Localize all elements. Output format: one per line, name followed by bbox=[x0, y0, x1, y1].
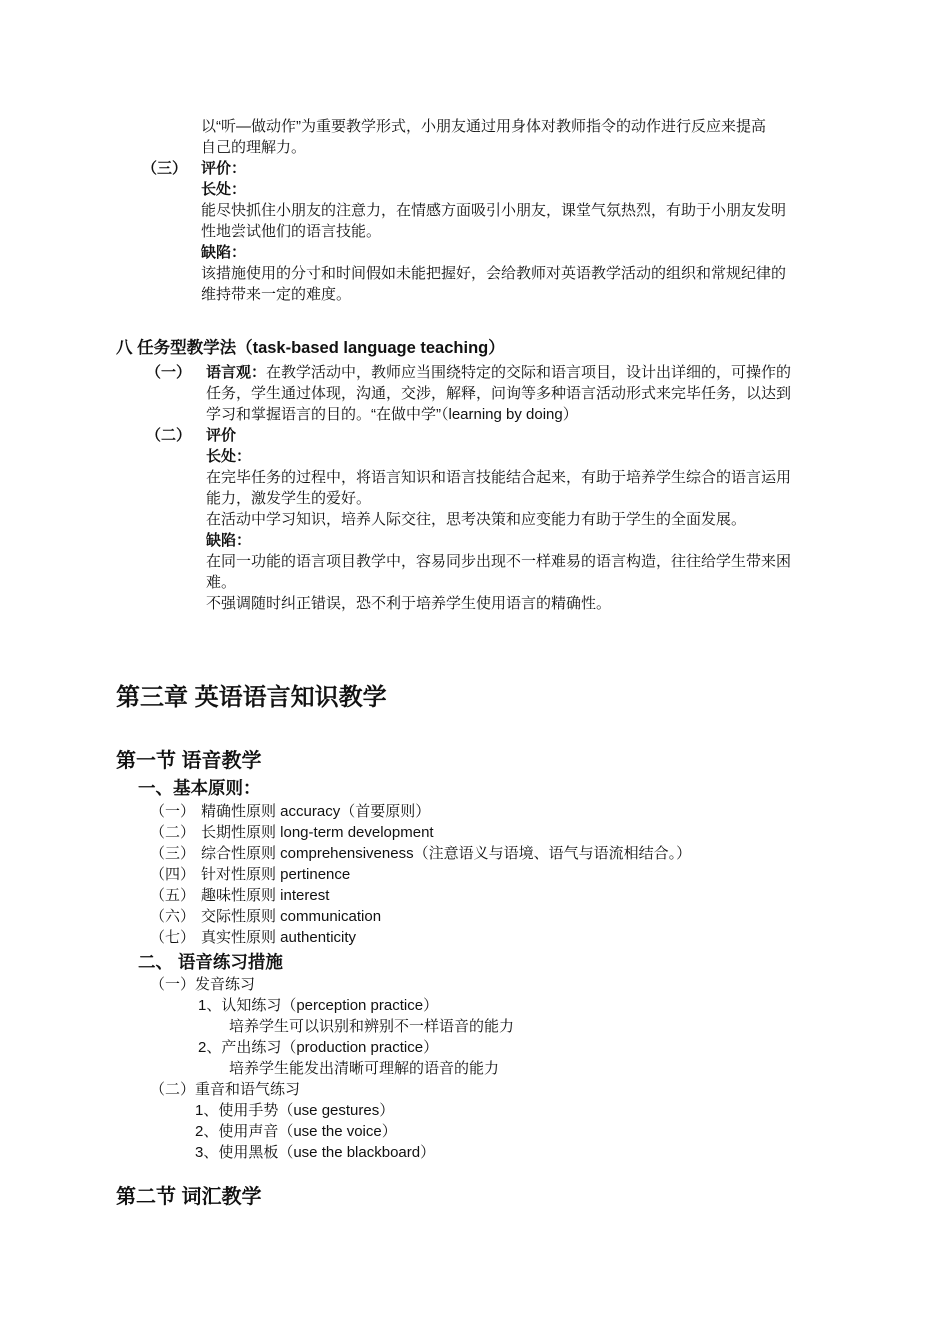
body-line: 以“听—做动作”为重要教学形式，小朋友通过用身体对教师指令的动作进行反应来提高 bbox=[201, 118, 766, 135]
body-line: 能力，激发学生的爱好。 bbox=[206, 490, 372, 507]
body-line bbox=[206, 362, 791, 383]
list-marker: （五） bbox=[150, 887, 196, 904]
list-item: 精确性原则 accuracy（首要原则） bbox=[201, 803, 431, 820]
list-item: 趣味性原则 interest bbox=[201, 887, 330, 904]
cons-label: 缺陷： bbox=[206, 532, 252, 549]
list-marker: （二） bbox=[150, 824, 196, 841]
list-item: 针对性原则 pertinence bbox=[201, 866, 351, 883]
practice-heading: 二、 语音练习措施 bbox=[138, 952, 283, 972]
lang-view-label: 语言观： bbox=[206, 364, 267, 381]
body-line: 在完毕任务的过程中，将语言知识和语言技能结合起来，有助于培养学生综合的语言运用 bbox=[206, 469, 792, 486]
body-line: 维持带来一定的难度。 bbox=[201, 286, 352, 303]
list-marker: （四） bbox=[150, 866, 196, 883]
body-line: 该措施使用的分寸和时间假如未能把握好，会给教师对英语教学活动的组织和常规纪律的 bbox=[201, 265, 787, 282]
pros-label: 长处： bbox=[201, 181, 247, 198]
sub-heading: （二）重音和语气练习 bbox=[150, 1081, 301, 1098]
lang-view-text: 在教学活动中，教师应当围绕特定的交际和语言项目，设计出详细的，可操作的 bbox=[266, 364, 792, 381]
list-item: 3、使用黑板（use the blackboard） bbox=[195, 1144, 436, 1161]
list-item: 综合性原则 comprehensiveness（注意语义与语境、语气与语流相结合。） bbox=[201, 845, 692, 862]
eval-label: 评价 bbox=[206, 427, 237, 444]
list-marker: （一） bbox=[150, 803, 196, 820]
body-line: 性地尝试他们的语言技能。 bbox=[201, 223, 382, 240]
list-item: 长期性原则 long-term development bbox=[201, 824, 434, 841]
body-line: 任务，学生通过体现，沟通，交涉，解释，问询等多种语言活动形式来完毕任务，以达到 bbox=[206, 385, 792, 402]
list-item: 2、产出练习（production practice） bbox=[198, 1039, 439, 1056]
body-line: 不强调随时纠正错误，恐不利于培养学生使用语言的精确性。 bbox=[206, 595, 612, 612]
body-line: 自己的理解力。 bbox=[201, 139, 307, 156]
body-line: 学习和掌握语言的目的。“在做中学”（learning by doing） bbox=[206, 406, 578, 423]
body-line: 在活动中学习知识，培养人际交往，思考决策和应变能力有助于学生的全面发展。 bbox=[206, 511, 747, 528]
list-marker: （三） bbox=[142, 160, 188, 177]
list-item: 2、使用声音（use the voice） bbox=[195, 1123, 397, 1140]
list-item: 交际性原则 communication bbox=[201, 908, 382, 925]
list-marker: （一） bbox=[146, 364, 192, 381]
section-title: 第一节 语音教学 bbox=[116, 750, 262, 772]
list-item: 真实性原则 authenticity bbox=[201, 929, 357, 946]
list-marker: （二） bbox=[146, 427, 192, 444]
section-title: 第二节 词汇教学 bbox=[116, 1186, 262, 1208]
pros-label: 长处： bbox=[206, 448, 252, 465]
eval-label: 评价： bbox=[201, 160, 247, 177]
body-line: 在同一功能的语言项目教学中，容易同步出现不一样难易的语言构造，往往给学生带来困 bbox=[206, 553, 792, 570]
list-marker: （三） bbox=[150, 845, 196, 862]
list-item-desc: 培养学生可以识别和辨别不一样语音的能力 bbox=[229, 1018, 515, 1035]
list-marker: （六） bbox=[150, 908, 196, 925]
chapter-title: 第三章 英语语言知识教学 bbox=[116, 684, 387, 711]
principles-heading: 一、基本原则： bbox=[138, 778, 261, 798]
list-marker: （七） bbox=[150, 929, 196, 946]
body-line: 能尽快抓住小朋友的注意力，在情感方面吸引小朋友，课堂气氛热烈，有助于小朋友发明 bbox=[201, 202, 787, 219]
cons-label: 缺陷： bbox=[201, 244, 247, 261]
list-item: 1、使用手势（use gestures） bbox=[195, 1102, 395, 1119]
body-line: 难。 bbox=[206, 574, 237, 591]
list-item: 1、认知练习（perception practice） bbox=[198, 997, 439, 1014]
section-heading-tblt: 八 任务型教学法（task-based language teaching） bbox=[116, 339, 505, 357]
sub-heading: （一）发音练习 bbox=[150, 976, 256, 993]
list-item-desc: 培养学生能发出清晰可理解的语音的能力 bbox=[229, 1060, 500, 1077]
